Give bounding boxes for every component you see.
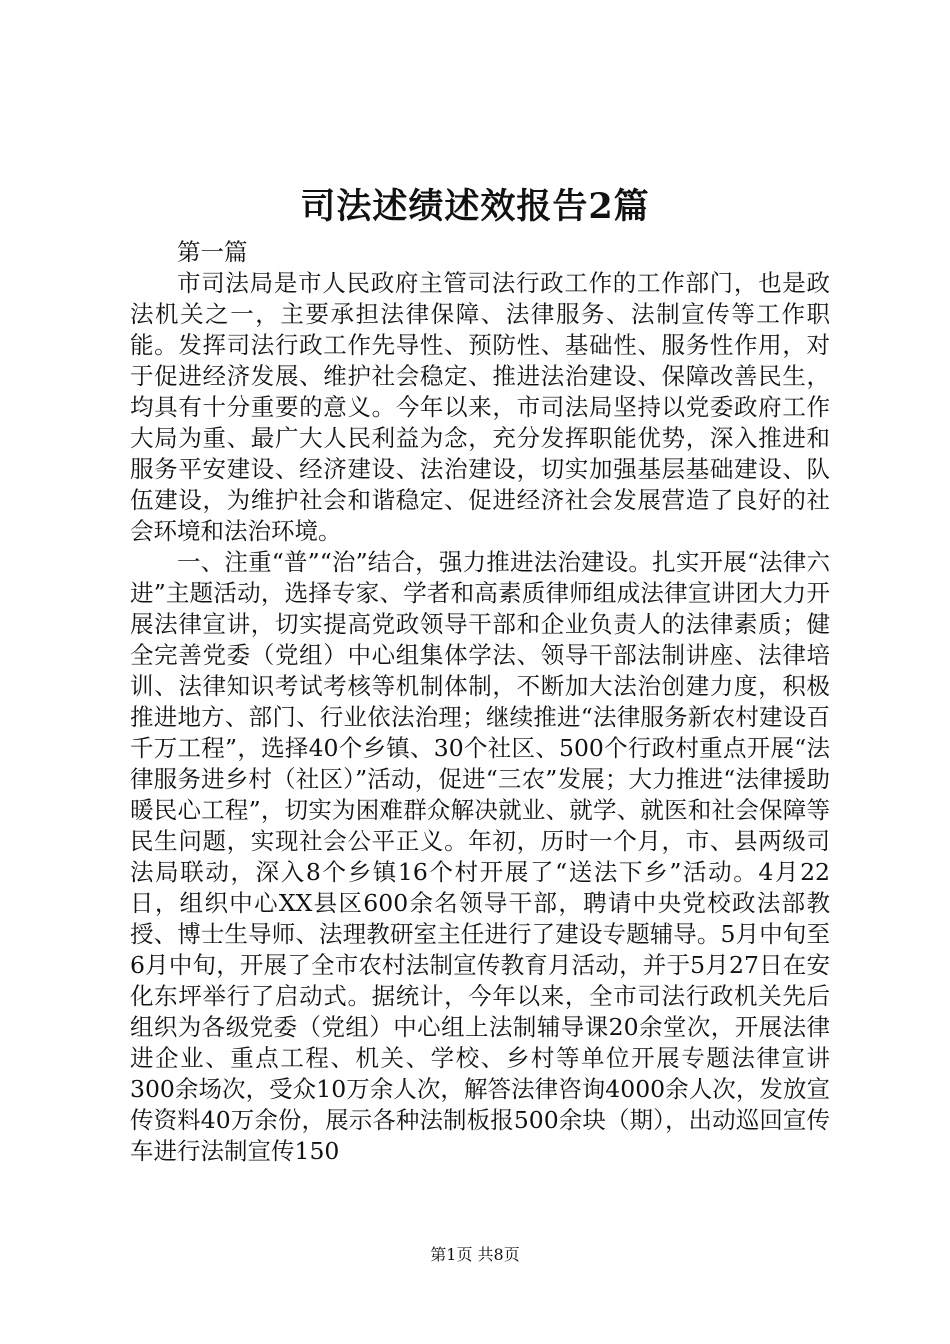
page-number-footer: 第1页 共8页 [430, 1245, 520, 1264]
paragraph-section-one: 一、注重“普”“治”结合，强力推进法治建设。扎实开展“法律六进”主题活动，选择专家、学者和高素质律师组成法律宣讲团大力开展法律宣讲，切实提高党政领导干部和企业负责人的法律素质；健全完善党委（党组）中心组集体学法、领导干部法制讲座、法律培训、法律知识考试考核等机制体制，不断加大法治创建力度，积极推进地方、部门、行业依法治理；继续推进“法律服务新农村建设百千万工程”，选择40个乡镇、30个社区、500个行政村重点开展“法律服务进乡村（社区）”活动，促进“三农”发展；大力推进“法律援助暖民心工程”，切实为困难群众解决就业、就学、就医和社会保障等民生问题，实现社会公平正义。年初，历时一个月，市、县两级司法局联动，深入8个乡镇16个村开展了“送法下乡”活动。4月22日，组织中心XX县区600余名领导干部，聘请中央党校政法部教授、博士生导师、法理教研室主任进行了建设专题辅导。5月中旬至6月中旬，开展了全市农村法制宣传教育月活动，并于5月27日在安化东坪举行了启动式。据统计，今年以来，全市司法行政机关先后组织为各级党委（党组）中心组上法制辅导课20余堂次，开展法律进企业、重点工程、机关、学校、乡村等单位开展专题法律宣讲300余场次，受众10万余人次，解答法律咨询4000余人次，发放宣传资料40万余份，展示各种法制板报500余块（期），出动巡回宣传车进行法制宣传150 [130, 548, 830, 1165]
document-title: 司法述绩述效报告2篇 [300, 186, 650, 227]
section-heading: 第一篇 [177, 238, 248, 266]
document-body [130, 237, 830, 1167]
paragraph-intro: 市司法局是市人民政府主管司法行政工作的工作部门，也是政法机关之一，主要承担法律保障、法律服务、法制宣传等工作职能。发挥司法行政工作先导性、预防性、基础性、服务性作用，对于促进经济发展、维护社会稳定、推进法治建设、保障改善民生，均具有十分重要的意义。今年以来，市司法局坚持以党委政府工作大局为重、最广大人民利益为念，充分发挥职能优势，深入推进和服务平安建设、经济建设、法治建设，切实加强基层基础建设、队伍建设，为维护社会和谐稳定、促进经济社会发展营造了良好的社会环境和法治环境。 [130, 269, 830, 545]
